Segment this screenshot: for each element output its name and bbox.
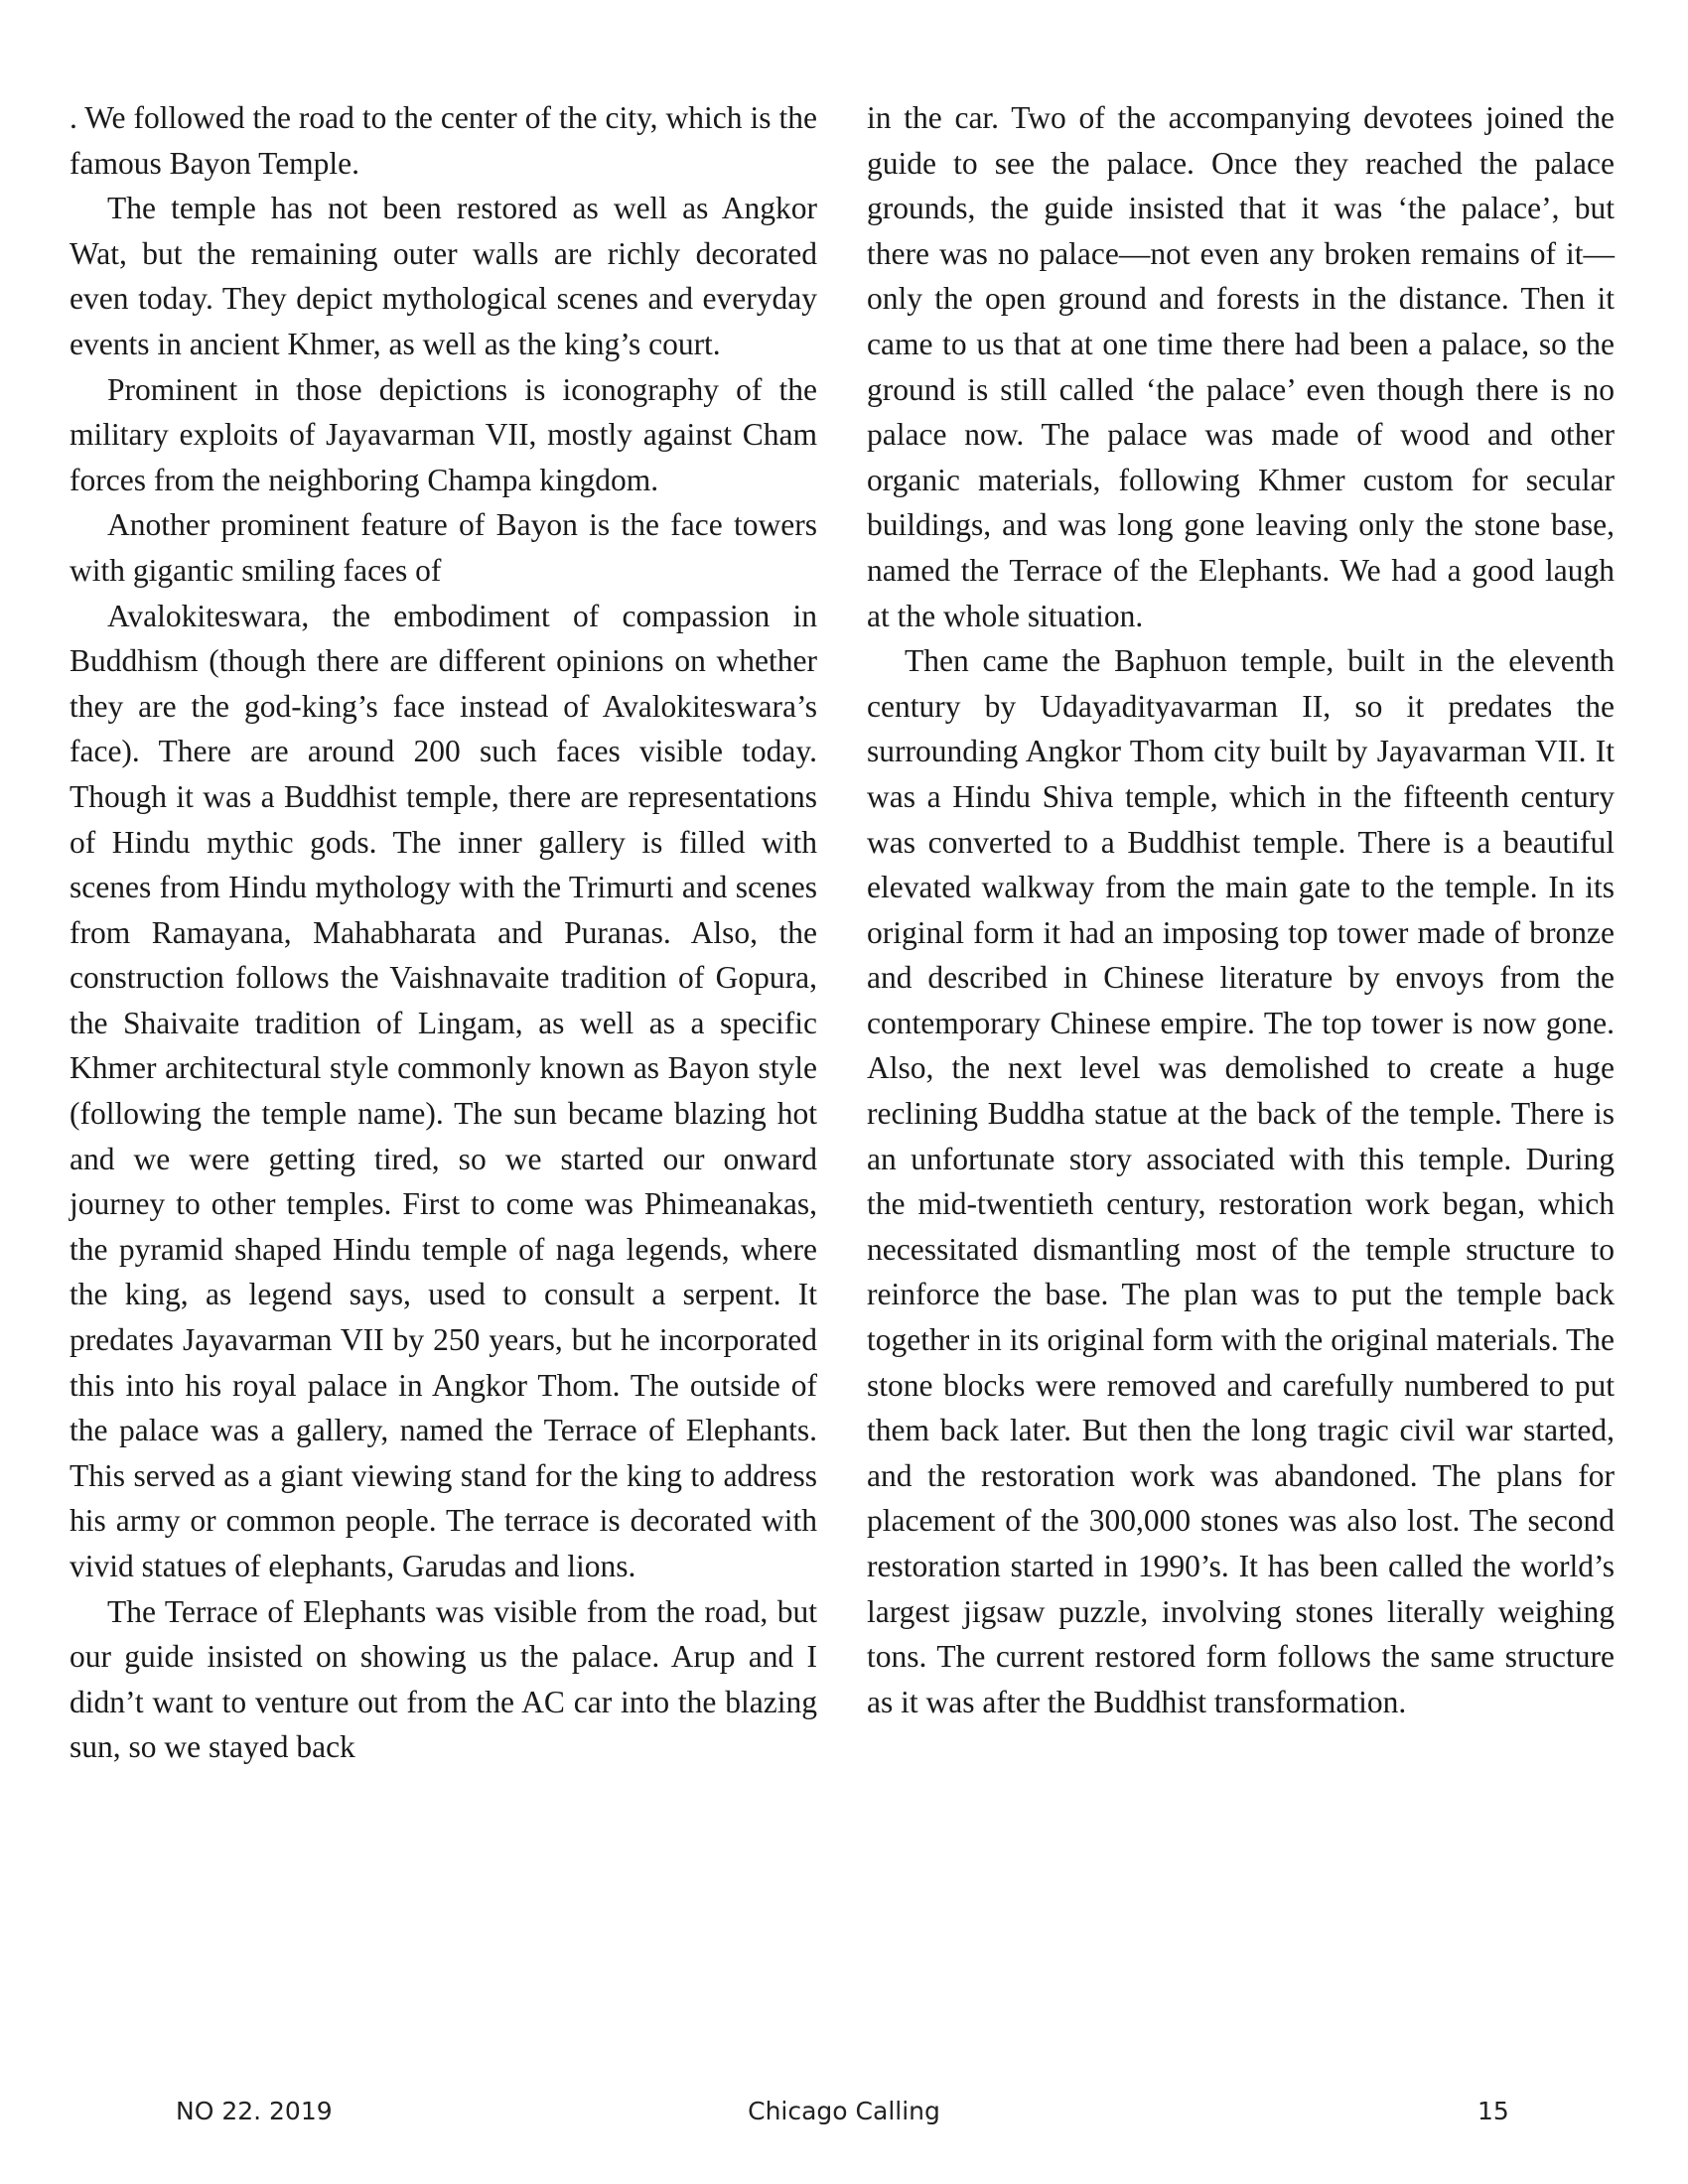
page-footer (0, 2097, 1688, 2136)
paragraph-palace-visit: in the car. Two of the accompanying devotees joined the guide to see the palace. Once they reached the palace grounds, the guide insisted that it was ‘the palace’, but there was no palace—not even any broken remains of it—only the open ground and forests in the distance. Then it came to us that at one time there had been a palace, so the ground is still called ‘the palace’ even though there is no palace now. The palace was made of wood and other organic materials, following Khmer custom for secular buildings, and was long gone leaving only the stone base, named the Terrace of the Elephants. We had a good laugh at the whole situation. (867, 100, 1615, 633)
paragraph-terrace-of-elephants: The Terrace of Elephants was visible from the road, but our guide insisted on showing us the palace. Arup and I didn’t want to venture out from the AC car into the blazing sun, so we stayed back (70, 1593, 817, 1765)
paragraph-iconography: Prominent in those depictions is iconography of the military exploits of Jayavarman VII, mostly against Cham forces from the neighboring Champa kingdom. (70, 371, 817, 497)
paragraph-face-towers: Another prominent feature of Bayon is the face towers with gigantic smiling faces of (70, 507, 817, 588)
right-column (867, 95, 1615, 1724)
paragraph-bayon-restoration: The temple has not been restored as well as Angkor Wat, but the remaining outer walls are richly decorated even today. They depict mythological scenes and everyday events in ancient Khmer, as well as the king’s court. (70, 191, 817, 361)
paragraph-avalokiteswara: Avalokiteswara, the embodiment of compassion in Buddhism (though there are different opinions on whether they are the god-king’s face instead of Avalokiteswara’s face). There are around 200 such faces visible today. Though it was a Buddhist temple, there are representations of Hindu mythic gods. The inner gallery is filled with scenes from Hindu mythology with the Trimurti and scenes from Ramayana, Mahabharata and Puranas. Also, the construction follows the Vaishnavaite tradition of Gopura, the Shaivaite tradition of Lingam, as well as a specific Khmer architectural style commonly known as Bayon style (following the temple name). The sun became blazing hot and we were getting tired, so we started our onward journey to other temples. First to come was Phimeanakas, the pyramid shaped Hindu temple of naga legends, where the king, as legend says, used to consult a serpent. It predates Jayavarman VII by 250 years, but he incorporated this into his royal palace in Angkor Thom. The outside of the palace was a gallery, named the Terrace of Elephants. This served as a giant viewing stand for the king to address his army or common people. The terrace is decorated with vivid statues of elephants, Garudas and lions. (70, 598, 817, 1583)
footer-magazine-title: Chicago Calling (748, 2097, 940, 2125)
footer-page-number: 15 (1477, 2097, 1509, 2125)
paragraph-baphuon-temple: Then came the Baphuon temple, built in the eleventh century by Udayadityavarman II, so it predates the surrounding Angkor Thom city built by Jayavarman VII. It was a Hindu Shiva temple, which in the fifteenth century was converted to a Buddhist temple. There is a beautiful elevated walkway from the main gate to the temple. In its original form it had an imposing top tower made of bronze and described in Chinese literature by envoys from the contemporary Chinese empire. The top tower is now gone. Also, the next level was demolished to create a huge reclining Buddha statue at the back of the temple. There is an unfortunate story associated with this temple. During the mid-twentieth century, restoration work began, which necessitated dismantling most of the temple structure to reinforce the base. The plan was to put the temple back together in its original form with the original materials. The stone blocks were removed and carefully numbered to put them back later. But then the long tragic civil war started, and the restoration work was abandoned. The plans for placement of the 300,000 stones was also lost. The second restoration started in 1990’s. It has been called the world’s largest jigsaw puzzle, involving stones literally weighing tons. The current restored form follows the same structure as it was after the Buddhist transformation. (867, 643, 1615, 1719)
footer-issue: NO 22. 2019 (176, 2097, 333, 2125)
paragraph-continuation: . We followed the road to the center of the city, which is the famous Bayon Temple. (70, 100, 817, 181)
left-column (70, 95, 817, 1770)
